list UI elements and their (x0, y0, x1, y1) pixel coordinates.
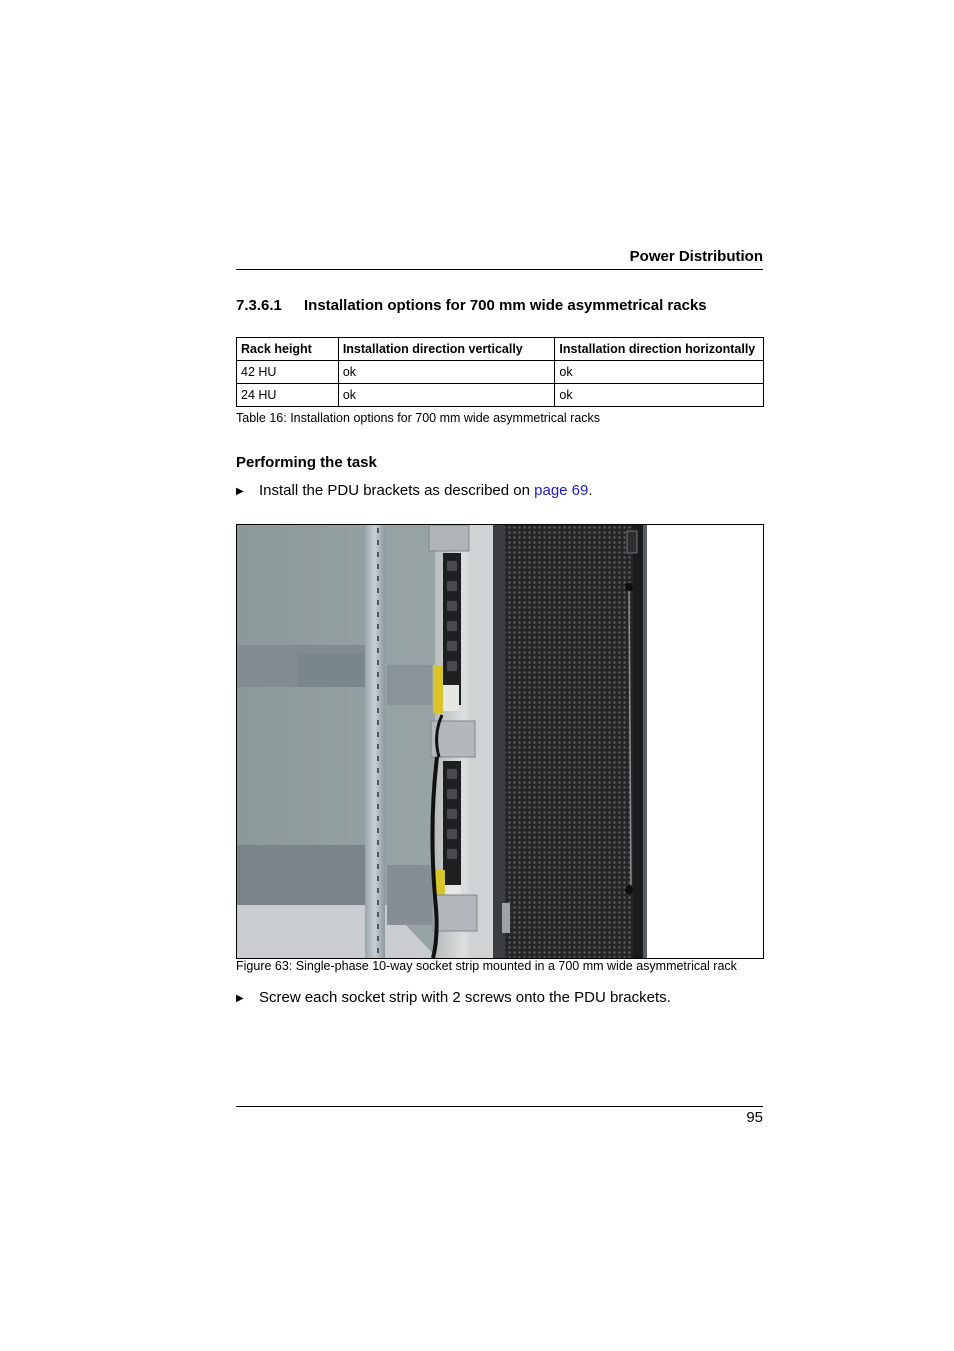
column-header: Rack height (237, 338, 339, 361)
task-step-1 (236, 482, 593, 499)
table-caption: Table 16: Installation options for 700 mm wide asymmetrical racks (236, 411, 601, 425)
task-heading: Performing the task (236, 454, 377, 471)
table-cell: ok (338, 384, 555, 407)
installation-options-table (236, 337, 764, 407)
section-title: Installation options for 700 mm wide asymmetrical racks (304, 297, 707, 314)
page-link[interactable]: page 69 (534, 482, 589, 499)
step-text: Install the PDU brackets as described on (259, 482, 530, 499)
bullet-triangle-icon: ▶ (236, 993, 244, 1004)
section-heading (236, 297, 776, 314)
table-cell: ok (338, 361, 555, 384)
figure-caption: Figure 63: Single-phase 10-way socket strip mounted in a 700 mm wide asymmetrical rack (236, 959, 737, 973)
step-punct: . (588, 482, 593, 499)
table-cell: 24 HU (237, 384, 339, 407)
table-row (237, 384, 764, 407)
table-cell: ok (555, 361, 764, 384)
section-number: 7.3.6.1 (236, 297, 282, 314)
column-header: Installation direction horizontally (555, 338, 764, 361)
running-header: Power Distribution (629, 248, 763, 265)
step-text: Screw each socket strip with 2 screws onto the PDU brackets. (259, 989, 671, 1006)
footer-rule (236, 1106, 763, 1107)
table-row (237, 361, 764, 384)
bullet-triangle-icon: ▶ (236, 486, 244, 497)
header-rule (236, 269, 763, 270)
table-cell: 42 HU (237, 361, 339, 384)
table-header-row (237, 338, 764, 361)
task-step-2 (236, 989, 671, 1006)
table-cell: ok (555, 384, 764, 407)
column-header: Installation direction vertically (338, 338, 555, 361)
page-number: 95 (746, 1109, 763, 1126)
rack-photo (236, 524, 764, 959)
